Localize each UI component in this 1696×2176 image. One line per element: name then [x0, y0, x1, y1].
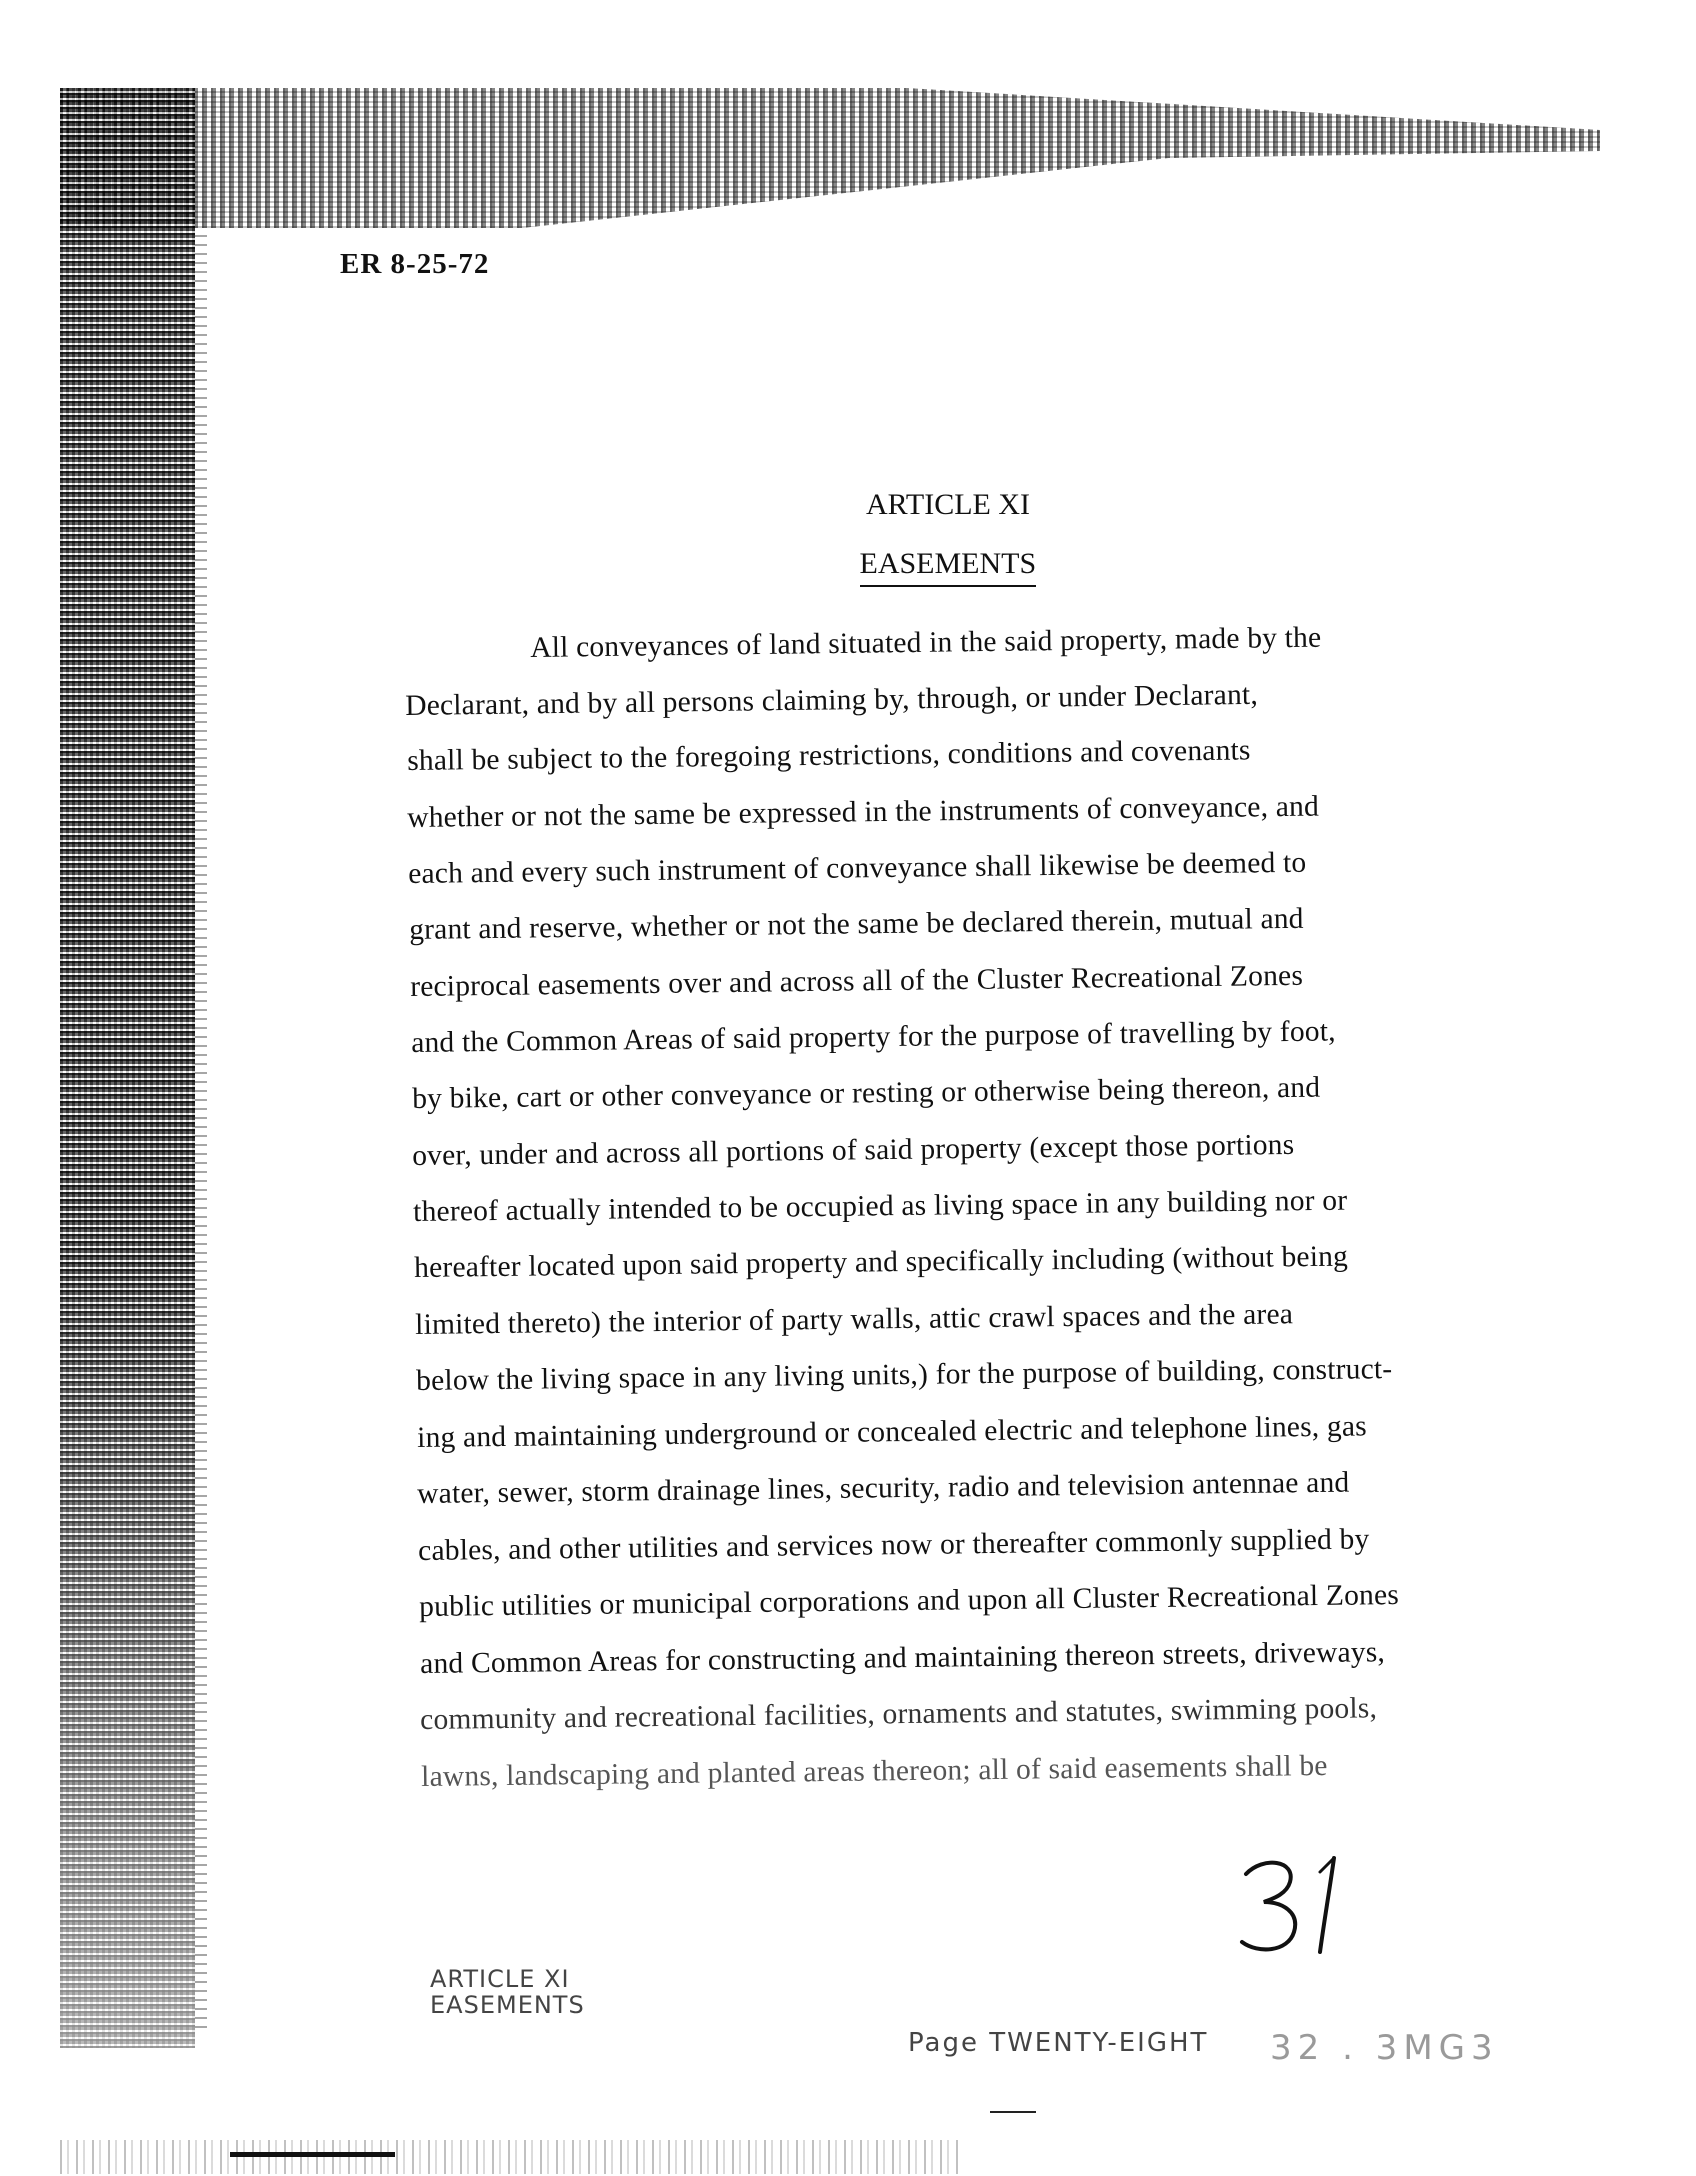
body-line: ing and maintaining underground or concealed electric and telephone lines, gas [417, 1410, 1368, 1454]
scan-noise-bottom [60, 2140, 960, 2174]
body-line: by bike, cart or other conveyance or resting or otherwise being thereon, and [412, 1071, 1321, 1115]
body-line: public utilities or municipal corporations and upon all Cluster Recreational Zones [419, 1579, 1400, 1623]
footer-rule [990, 2111, 1036, 2113]
body-line: and the Common Areas of said property for the purpose of travelling by foot, [411, 1015, 1336, 1059]
body-line: whether or not the same be expressed in the instruments of conveyance, and [407, 790, 1320, 834]
document-code: ER 8-25-72 [340, 248, 490, 280]
handwritten-page-number [1238, 1852, 1358, 1962]
body-line: over, under and across all portions of said property (except those portions [412, 1128, 1295, 1172]
scan-noise-left-edge [195, 228, 207, 2028]
body-line: lawns, landscaping and planted areas thereon; all of said easements shall be [421, 1749, 1328, 1793]
body-line: below the living space in any living units,) for the purpose of building, construct- [416, 1353, 1393, 1397]
footer-article-label: ARTICLE XI [430, 1965, 570, 1993]
article-title: ARTICLE XI [866, 488, 1031, 521]
scan-noise-left [60, 88, 195, 2048]
article-subtitle: EASEMENTS [860, 547, 1037, 587]
scan-dash-mark [230, 2152, 395, 2157]
body-line: limited thereto) the interior of party walls, attic crawl spaces and the area [415, 1298, 1294, 1341]
body-line: cables, and other utilities and services now or thereafter commonly supplied by [418, 1523, 1370, 1567]
footer-section-label: EASEMENTS [430, 1991, 585, 2019]
body-line: water, sewer, storm drainage lines, security, radio and television antennae and [417, 1466, 1350, 1510]
body-line: each and every such instrument of conveyance shall likewise be deemed to [408, 846, 1307, 890]
body-line: thereof actually intended to be occupied as living space in any building nor or [413, 1184, 1348, 1228]
page-label: Page TWENTY-EIGHT [908, 2028, 1209, 2058]
body-line: grant and reserve, whether or not the same be declared therein, mutual and [409, 902, 1304, 946]
body-line: Declarant, and by all persons claiming by, through, or under Declarant, [405, 678, 1259, 722]
body-line: community and recreational facilities, ornaments and statutes, swimming pools, [420, 1692, 1378, 1736]
body-line: All conveyances of land situated in the said property, made by the [530, 621, 1322, 664]
body-line: and Common Areas for constructing and maintaining thereon streets, driveways, [420, 1636, 1386, 1680]
page-code: 32 . 3MG3 [1270, 2028, 1499, 2068]
scan-noise-top [60, 88, 1600, 228]
body-line: hereafter located upon said property and specifically including (without being [414, 1240, 1349, 1284]
body-line: shall be subject to the foregoing restrictions, conditions and covenants [407, 734, 1251, 777]
body-line: reciprocal easements over and across all of the Cluster Recreational Zones [410, 959, 1304, 1003]
